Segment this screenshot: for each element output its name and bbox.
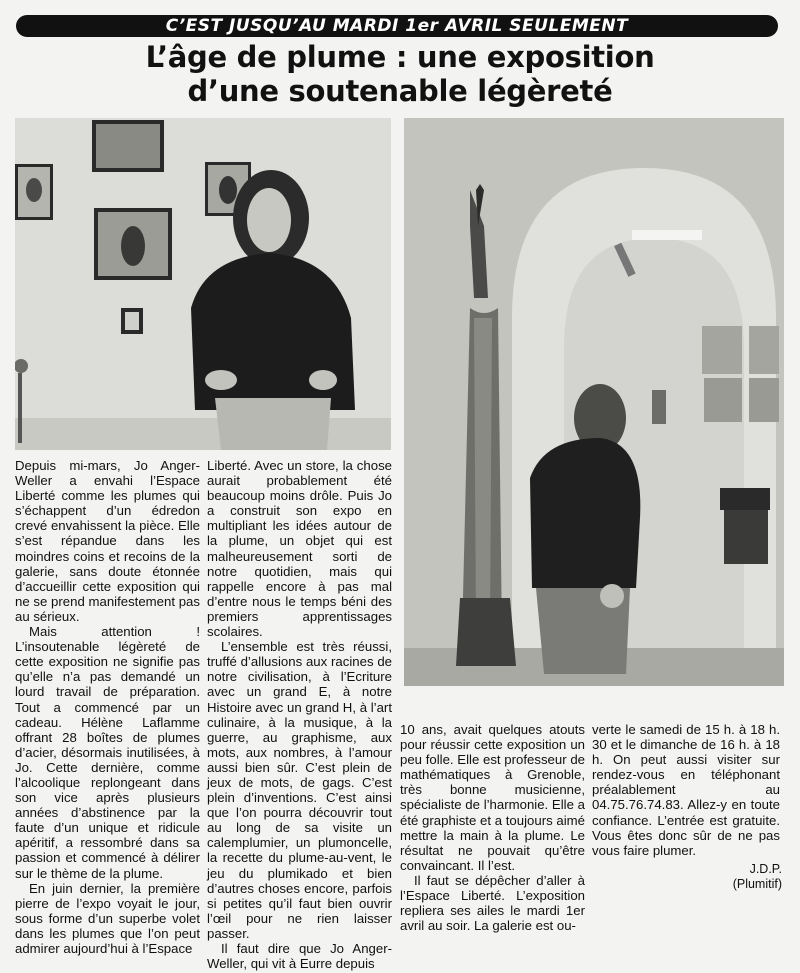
paragraph: Il faut dire que Jo Anger-Weller, qui vit à Eurre depuis: [207, 941, 392, 972]
author-role: (Plumitif): [732, 877, 782, 891]
photo-artist-with-portraits: [15, 118, 391, 450]
paragraph: Mais attention ! L’insoutenable légèreté de cette exposition ne signifie pas qu’elle n’a pas demandé un lourd travail de préparation. Tout a commencé par un cadeau. Hélène Laflamme offrant 28 boîtes de plumes d’acier, désormais inutilisées, à Jo. Cette dernière, comme l’alcoolique replongeant dans son vice après plusieurs années d’abstinence par la faute d’un unique et ridicule apéritif, a ressombré dans sa passion et commencé à délirer sur le thème de la plume.: [15, 624, 200, 881]
text-column-1: [15, 458, 200, 956]
paragraph: L’ensemble est très réussi, truffé d’allusions aux racines de notre civilisation, à l’Ecriture avec un grand E, à notre Histoire avec un grand H, à l’art culinaire, à la musique, à la guerre, au graphisme, aux mots, aux nombres, à l’amour aussi bien sûr. C’est plein de jeux de mots, de gags. C’est plein d’inventions. C’est ainsi que l’on pourra découvrir tout au long de sa visite un calemplumier, un plumoncelle, la recette du plume-au-vent, le jeu du plumikado et bien d’autres choses encore, parfois si petites qu’il faut bien ouvrir l’œil pour ne rien laisser passer.: [207, 639, 392, 941]
paragraph: En juin dernier, la première pierre de l’expo voyait le jour, sous forme d’un superbe volet dans les plumes que l’on peut admirer aujourd’hui à l’Espace: [15, 880, 200, 956]
text-column-4: [592, 722, 780, 858]
paragraph: 10 ans, avait quelques atouts pour réussir cette exposition un peu folle. Elle est professeur de mathématiques à Grenoble, très bonne musicienne, spécialiste de l’harmonie. Elle a été graphiste et a toujours aimé mettre la main à la plume. Le résultat ne pouvait qu’être convaincant. Il l’est.: [400, 722, 585, 873]
photo-sculpture-illustration: [404, 118, 784, 686]
headline-line-2: d’une soutenable légèreté: [187, 74, 613, 108]
photo-artist-illustration: [15, 118, 391, 450]
date-banner: C’EST JUSQU’AU MARDI 1er AVRIL SEULEMENT: [16, 15, 778, 37]
author-initials: J.D.P.: [749, 862, 782, 876]
headline-line-1: L’âge de plume : une exposition: [145, 40, 655, 74]
paragraph: Liberté. Avec un store, la chose aurait probablement été beaucoup moins drôle. Puis Jo a construit son expo en multipliant les idées autour de la plume, un objet qui est malheureusement sorti de notre quotidien, mais qui rappelle encore à pas mal d’entre nous le temps béni des premiers apprentissages scolaires.: [207, 458, 392, 640]
paragraph: Il faut se dépêcher d’aller à l’Espace Liberté. L’exposition repliera ses ailes le mardi 1er avril au soir. La galerie est ou-: [400, 872, 585, 934]
text-column-3: [400, 722, 585, 933]
paragraph: Depuis mi-mars, Jo Anger-Weller a envahi l’Espace Liberté comme les plumes qui s’échappent d’un édredon crevé envahissent la pièce. Elle s’est répandue dans les moindres coins et recoins de la galerie, sans doute étonnée d’accueillir cette exposition qui ne se prend manifestement pas au sérieux.: [15, 458, 200, 624]
photo-giant-pen-sculpture: [404, 118, 784, 686]
headline: [20, 40, 780, 108]
text-column-2: [207, 458, 392, 971]
paragraph: verte le samedi de 15 h. à 18 h. 30 et le dimanche de 16 h. à 18 h. On peut aussi visiter sur rendez-vous en téléphonant préalablement au 04.75.76.74.83. Allez-y en toute confiance. L’entrée est gratuite. Vous êtes donc sûr de ne pas vous faire plumer.: [592, 722, 780, 858]
author-signature: [700, 862, 782, 892]
